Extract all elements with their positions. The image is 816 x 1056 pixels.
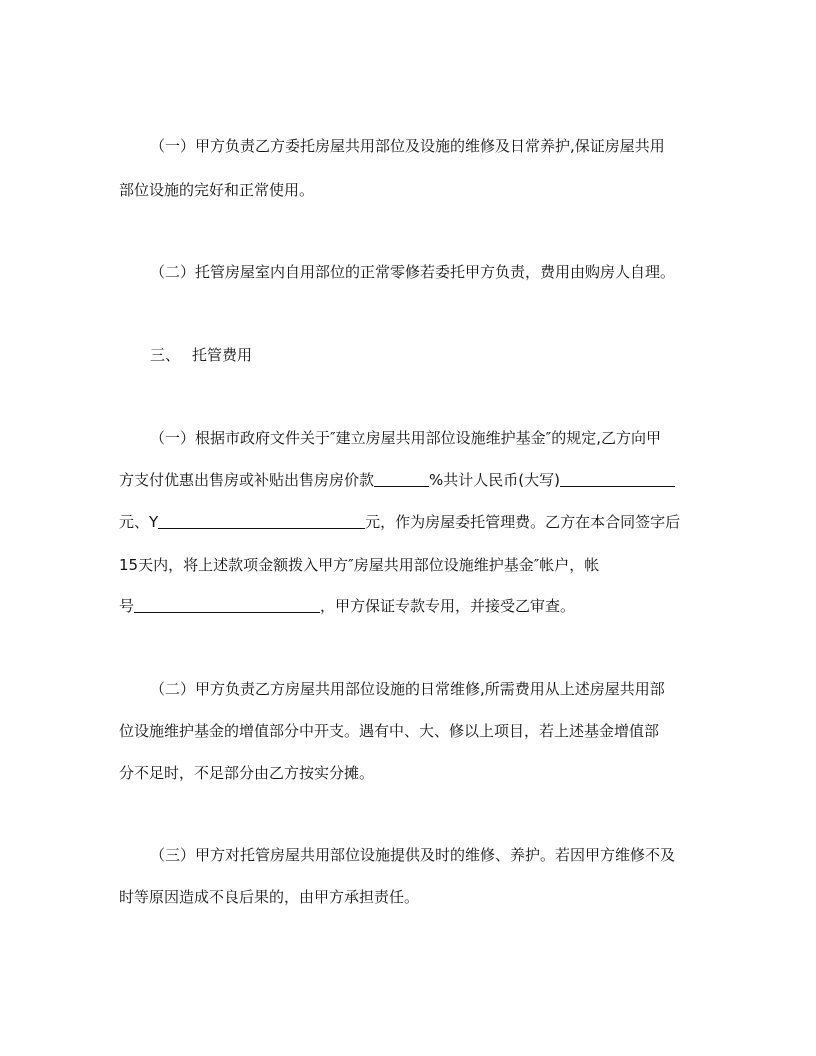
blank-line-amount-figures bbox=[158, 513, 365, 529]
paragraph-3-line-2 bbox=[119, 470, 709, 490]
paragraph-1-line-1: （一）甲方负责乙方委托房屋共用部位及设施的维修及日常养护,保证房屋共用 bbox=[150, 137, 665, 155]
text-segment: 元、Y bbox=[119, 513, 159, 531]
paragraph-2-line-1: （二）托管房屋室内自用部位的正常零修若委托甲方负责，费用由购房人自理。 bbox=[150, 263, 676, 281]
paragraph-4-line-1: （二）甲方负责乙方房屋共用部位设施的日常维修,所需费用从上述房屋共用部 bbox=[150, 680, 665, 698]
paragraph-5-line-1: （三）甲方对托管房屋共用部位设施提供及时的维修、养护。若因甲方维修不及 bbox=[150, 846, 676, 864]
blank-line-amount-words bbox=[560, 471, 675, 487]
paragraph-4-line-3: 分不足时，不足部分由乙方按实分摊。 bbox=[119, 764, 375, 782]
text-segment: %共计人民币(大写) bbox=[429, 471, 560, 489]
text-segment: ，甲方保证专款专用，并接受乙审查。 bbox=[320, 597, 576, 615]
section-title: 托管费用 bbox=[192, 346, 253, 364]
paragraph-3-line-3 bbox=[119, 512, 709, 532]
paragraph-3-line-1: （一）根据市政府文件关于″建立房屋共用部位设施维护基金″的规定,乙方向甲 bbox=[150, 429, 661, 447]
paragraph-4-line-2: 位设施维护基金的增值部分中开支。遇有中、大、修以上项目，若上述基金增值部 bbox=[119, 722, 660, 740]
paragraph-3-line-4: 15天内，将上述款项金额拨入甲方″房屋共用部位设施维护基金″帐户，帐 bbox=[119, 556, 600, 574]
section-number: 三、 bbox=[150, 346, 181, 364]
section-3-heading bbox=[0, 345, 816, 365]
blank-line-account-number bbox=[134, 597, 320, 613]
blank-line-percent bbox=[374, 471, 429, 487]
paragraph-3-line-5 bbox=[119, 596, 709, 616]
text-segment: 号 bbox=[119, 597, 135, 615]
text-segment: 方支付优惠出售房或补贴出售房房价款 bbox=[119, 471, 375, 489]
paragraph-5-line-2: 时等原因造成不良后果的，由甲方承担责任。 bbox=[119, 888, 420, 906]
paragraph-1-line-2: 部位设施的完好和正常使用。 bbox=[119, 181, 315, 199]
text-segment: 元，作为房屋委托管理费。乙方在本合同签字后 bbox=[365, 513, 681, 531]
